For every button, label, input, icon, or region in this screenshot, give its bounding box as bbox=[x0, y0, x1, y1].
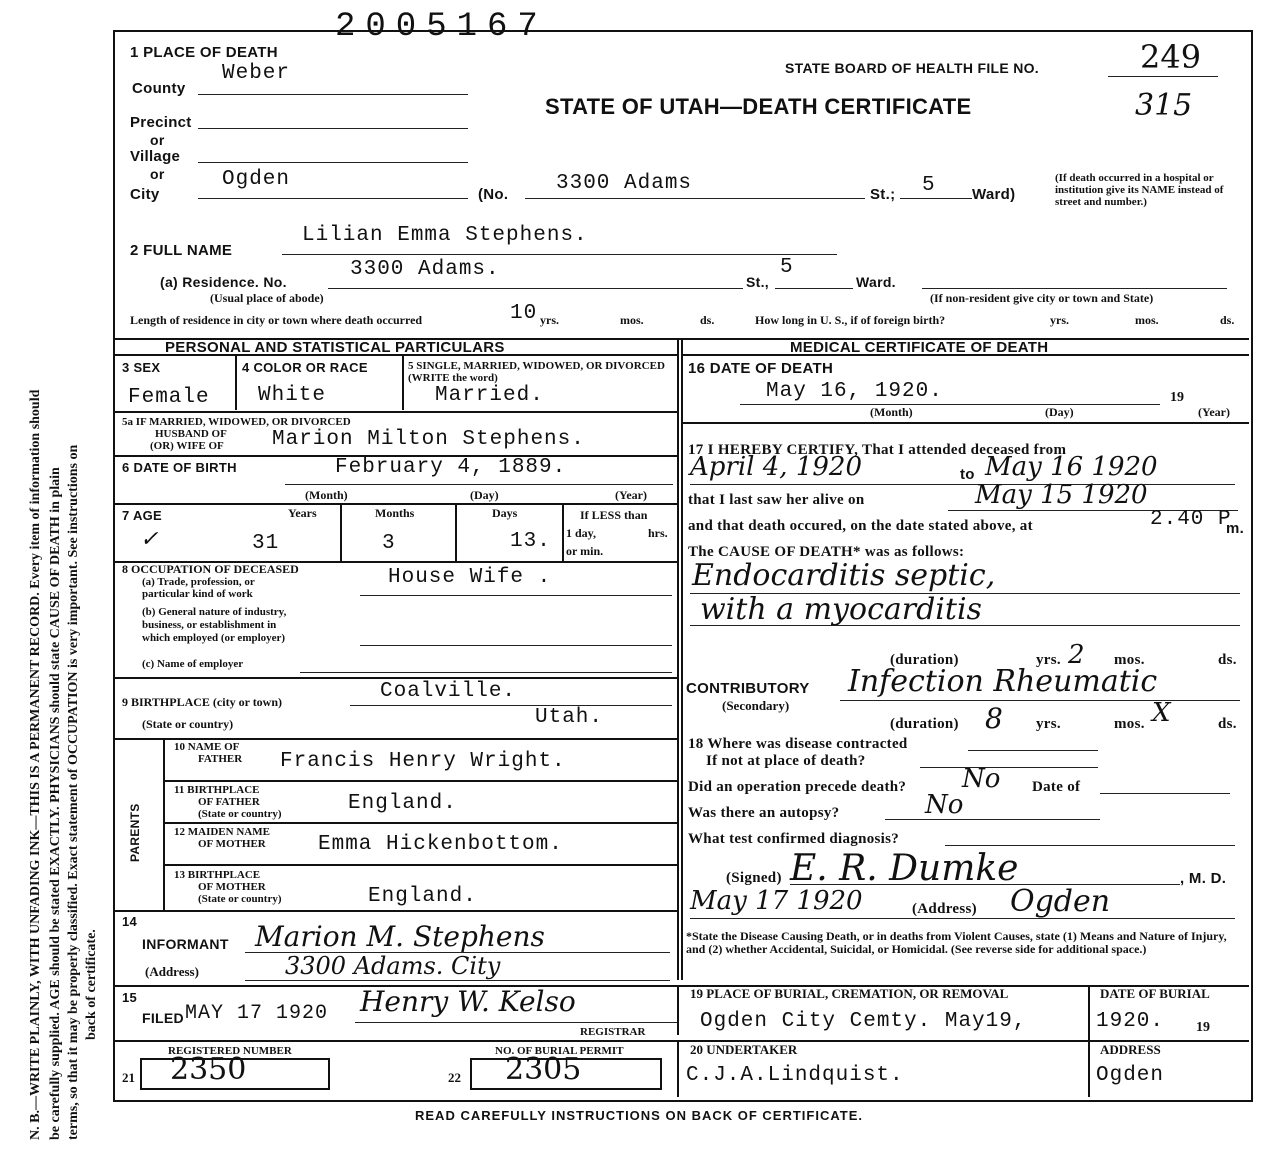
or-label-2: or bbox=[150, 166, 165, 182]
hours-label: hrs. bbox=[648, 526, 668, 540]
duration-months-unit: mos. bbox=[1114, 652, 1145, 668]
village-label: Village bbox=[130, 148, 181, 165]
mother-label-2: OF MOTHER bbox=[198, 838, 266, 850]
length-days-unit: ds. bbox=[700, 313, 715, 327]
medical-heading: MEDICAL CERTIFICATE OF DEATH bbox=[790, 339, 1049, 356]
occupation-b-label-3: which employed (or employer) bbox=[142, 632, 286, 644]
precinct-label: Precinct bbox=[130, 114, 192, 131]
mother-label-1: 12 MAIDEN NAME bbox=[174, 826, 270, 838]
informant-signature: Marion M. Stephens bbox=[255, 920, 545, 953]
county-value: Weber bbox=[222, 62, 291, 85]
months-label: Months bbox=[375, 506, 415, 520]
cause-line-1: Endocarditis septic, bbox=[692, 558, 996, 593]
residence-label: (a) Residence. No. bbox=[160, 274, 287, 290]
dod-day-caption: (Day) bbox=[1045, 405, 1074, 419]
duration-value: 2 bbox=[1068, 640, 1085, 670]
margin-instructions-line1: N. B.—WRITE PLAINLY, WITH UNFADING INK—THIS IS A PERMANENT RECORD. Every item of information should bbox=[28, 389, 43, 1140]
operation-value: No bbox=[962, 764, 1001, 794]
duration2-days-unit: ds. bbox=[1218, 716, 1237, 732]
time-of-death: 2.40 P bbox=[1150, 508, 1232, 531]
margin-instructions-line2: be carefully supplied. AGE should be stated EXACTLY. PHYSICIANS should state CAUSE OF DEATH in plain bbox=[48, 467, 63, 1140]
registered-number-prefix: 21 bbox=[122, 1070, 135, 1085]
dob-month-caption: (Month) bbox=[305, 488, 348, 502]
residence-ward-label: Ward. bbox=[856, 274, 896, 290]
mother-birthplace-label-3: (State or country) bbox=[198, 893, 282, 905]
less-than-label: If LESS than bbox=[580, 508, 648, 522]
mother-birthplace-label-1: 13 BIRTHPLACE bbox=[174, 869, 261, 881]
or-label: or bbox=[150, 132, 165, 148]
street-label: St.; bbox=[870, 186, 896, 203]
ward-label: Ward) bbox=[972, 186, 1016, 203]
years-label: Years bbox=[288, 506, 317, 520]
date-of-death-19: 19 bbox=[1170, 390, 1184, 405]
contributory-cause: Infection Rheumatic bbox=[848, 664, 1158, 699]
not-place-label: If not at place of death? bbox=[706, 753, 866, 769]
hospital-note: (If death occurred in a hospital or institution give its NAME instead of street and number.) bbox=[1055, 172, 1224, 208]
full-name-value: Lilian Emma Stephens. bbox=[302, 224, 588, 247]
parents-label: PARENTS bbox=[128, 803, 142, 862]
md-label: , M. D. bbox=[1180, 870, 1227, 887]
father-birthplace-label-3: (State or country) bbox=[198, 808, 282, 820]
occupation-a-label-2: particular kind of work bbox=[142, 588, 253, 600]
personal-heading: PERSONAL AND STATISTICAL PARTICULARS bbox=[165, 339, 505, 356]
birthplace-city: Coalville. bbox=[380, 680, 517, 703]
cause-line-2: with a myocarditis bbox=[700, 592, 982, 627]
date-of-label: Date of bbox=[1032, 779, 1081, 795]
length-years-unit: yrs. bbox=[540, 313, 559, 327]
signed-label: (Signed) bbox=[726, 870, 782, 886]
certify-statement: 17 I HEREBY CERTIFY, That I attended deceased from bbox=[688, 442, 1067, 458]
registrar-signature: Henry W. Kelso bbox=[360, 985, 576, 1018]
dob-year-caption: (Year) bbox=[615, 488, 647, 502]
sex-value: Female bbox=[128, 386, 210, 409]
autopsy-value: No bbox=[925, 790, 964, 820]
residence-street-label: St., bbox=[746, 274, 769, 290]
secondary-label: (Secondary) bbox=[722, 698, 790, 713]
us-months-unit: mos. bbox=[1135, 313, 1159, 327]
marital-value: Married. bbox=[435, 384, 544, 407]
ward-value: 5 bbox=[922, 174, 936, 197]
burial-place-label: 19 PLACE OF BURIAL, CREMATION, OR REMOVAL bbox=[690, 986, 1009, 1001]
minutes-label: or min. bbox=[566, 544, 604, 558]
street-value: 3300 Adams bbox=[556, 172, 693, 195]
registered-number: 2350 bbox=[170, 1052, 247, 1087]
father-label-2: FATHER bbox=[198, 753, 243, 765]
place-of-death-label: 1 PLACE OF DEATH bbox=[130, 44, 278, 61]
dod-year-caption: (Year) bbox=[1198, 405, 1230, 419]
burial-date-19: 19 bbox=[1196, 1020, 1210, 1035]
mother-name: Emma Hickenbottom. bbox=[318, 833, 563, 856]
undertaker-value: C.J.A.Lindquist. bbox=[686, 1064, 904, 1087]
operation-label: Did an operation precede death? bbox=[688, 779, 907, 795]
spouse-label-3: (OR) WIFE OF bbox=[150, 440, 224, 452]
one-day-label: 1 day, bbox=[566, 526, 597, 540]
burial-date: 1920. bbox=[1096, 1010, 1165, 1033]
dod-month-caption: (Month) bbox=[870, 405, 913, 419]
duration2-mark: X bbox=[1152, 698, 1171, 728]
residence-value: 3300 Adams. bbox=[350, 258, 500, 281]
sex-label: 3 SEX bbox=[122, 360, 161, 375]
date-of-death-value: May 16, 1920. bbox=[766, 380, 943, 403]
age-check-mark: ✓ bbox=[140, 527, 159, 552]
length-months-unit: mos. bbox=[620, 313, 644, 327]
dob-day-caption: (Day) bbox=[470, 488, 499, 502]
mother-birthplace-label-2: OF MOTHER bbox=[198, 881, 266, 893]
disease-contracted-label: 18 Where was disease contracted bbox=[688, 736, 908, 752]
cause-of-death-label: The CAUSE OF DEATH* was as follows: bbox=[688, 544, 965, 560]
spouse-label-1: 5a IF MARRIED, WIDOWED, OR DIVORCED bbox=[122, 416, 351, 428]
length-of-residence-label: Length of residence in city or town where death occurred bbox=[130, 313, 423, 327]
length-years-value: 10 bbox=[510, 302, 538, 325]
contributory-label: CONTRIBUTORY bbox=[686, 680, 810, 697]
to-label: to bbox=[960, 466, 975, 483]
dob-value: February 4, 1889. bbox=[335, 456, 567, 479]
death-occurred-label: and that death occured, on the date stated above, at bbox=[688, 518, 1033, 534]
instructions-footer: READ CAREFULLY INSTRUCTIONS ON BACK OF CERTIFICATE. bbox=[415, 1108, 863, 1123]
occupation-label: 8 OCCUPATION OF DECEASED bbox=[122, 562, 299, 576]
age-label: 7 AGE bbox=[122, 508, 163, 523]
occupation-b-label: (b) General nature of industry, bbox=[142, 606, 287, 618]
color-label: 4 COLOR OR RACE bbox=[242, 360, 368, 375]
father-birthplace-label-1: 11 BIRTHPLACE bbox=[174, 784, 260, 796]
full-name-label: 2 FULL NAME bbox=[130, 242, 233, 259]
burial-place: Ogden City Cemty. May19, bbox=[700, 1010, 1027, 1033]
informant-address: 3300 Adams. City bbox=[285, 952, 501, 980]
undertaker-label: 20 UNDERTAKER bbox=[690, 1042, 798, 1057]
age-months-value: 3 bbox=[382, 532, 396, 555]
occupation-a-label: (a) Trade, profession, or bbox=[142, 576, 255, 588]
cause-footnote: *State the Disease Causing Death, or in deaths from Violent Causes, state (1) Means and Nature of Injury, and (2) whether Accidental, Suicidal, or Homicidal. (See reverse side for additional space.) bbox=[686, 929, 1227, 956]
spouse-value: Marion Milton Stephens. bbox=[272, 428, 585, 451]
duration-label: (duration) bbox=[890, 652, 959, 668]
occupation-value: House Wife . bbox=[388, 566, 552, 589]
test-label: What test confirmed diagnosis? bbox=[688, 831, 900, 847]
date-of-death-label: 16 DATE OF DEATH bbox=[688, 360, 834, 377]
certificate-title: STATE OF UTAH—DEATH CERTIFICATE bbox=[545, 94, 972, 119]
usual-abode-label: (Usual place of abode) bbox=[210, 291, 324, 305]
informant-label: INFORMANT bbox=[142, 936, 229, 952]
duration-days-unit: ds. bbox=[1218, 652, 1237, 668]
father-name: Francis Henry Wright. bbox=[280, 750, 566, 773]
marital-label: 5 SINGLE, MARRIED, WIDOWED, OR DIVORCED (WRITE the word) bbox=[408, 360, 665, 384]
duration2-months-unit: mos. bbox=[1114, 716, 1145, 732]
color-value: White bbox=[258, 384, 327, 407]
city-label: City bbox=[130, 186, 160, 203]
county-label: County bbox=[132, 80, 186, 97]
occupation-b-label-2: business, or establishment in bbox=[142, 619, 277, 631]
birthplace-label: 9 BIRTHPLACE (city or town) bbox=[122, 695, 283, 709]
mother-birthplace: England. bbox=[368, 885, 477, 908]
duration-years-unit: yrs. bbox=[1036, 652, 1061, 668]
physician-address-label: (Address) bbox=[912, 901, 977, 917]
burial-permit-number: 2305 bbox=[505, 1052, 582, 1087]
file-number-label: STATE BOARD OF HEALTH FILE NO. bbox=[785, 60, 1039, 76]
father-label-1: 10 NAME OF bbox=[174, 741, 240, 753]
us-days-unit: ds. bbox=[1220, 313, 1235, 327]
father-birthplace-label-2: OF FATHER bbox=[198, 796, 260, 808]
time-m-label: m. bbox=[1226, 520, 1245, 537]
duration2-years-unit: yrs. bbox=[1036, 716, 1061, 732]
stamp-number: 2005167 bbox=[335, 8, 548, 46]
last-saw-date: May 15 1920 bbox=[975, 480, 1148, 510]
autopsy-label: Was there an autopsy? bbox=[688, 805, 840, 821]
filed-date: MAY 17 1920 bbox=[185, 1002, 329, 1025]
undertaker-address-label: ADDRESS bbox=[1100, 1042, 1161, 1057]
birthplace-state: Utah. bbox=[535, 706, 604, 729]
residence-ward-value: 5 bbox=[780, 256, 794, 279]
days-label: Days bbox=[492, 506, 518, 520]
registrar-label: REGISTRAR bbox=[580, 1026, 646, 1038]
filed-number: 15 bbox=[122, 990, 138, 1005]
attended-from-date: April 4, 1920 bbox=[690, 452, 862, 482]
employer-label: (c) Name of employer bbox=[142, 658, 244, 670]
margin-instructions-line4: back of certificate. bbox=[84, 929, 99, 1040]
file-number: 249 bbox=[1140, 38, 1202, 76]
city-value: Ogden bbox=[222, 168, 291, 191]
attended-to-date: May 16 1920 bbox=[985, 452, 1158, 482]
last-saw-label: that I last saw her alive on bbox=[688, 492, 865, 508]
undertaker-address: Ogden bbox=[1096, 1064, 1165, 1087]
duration2-label: (duration) bbox=[890, 716, 959, 732]
registered-number-label: REGISTERED NUMBER bbox=[168, 1045, 292, 1057]
non-resident-label: (If non-resident give city or town and State) bbox=[930, 291, 1154, 305]
time-in-us-label: How long in U. S., if of foreign birth? bbox=[755, 313, 946, 327]
margin-instructions-line3: terms, so that it may be properly classified. Exact statement of OCCUPATION is very important. See instructions on bbox=[66, 444, 81, 1140]
birthplace-state-label: (State or country) bbox=[142, 717, 234, 731]
informant-number: 14 bbox=[122, 914, 138, 929]
signed-date: May 17 1920 bbox=[690, 886, 863, 916]
dob-label: 6 DATE OF BIRTH bbox=[122, 460, 237, 475]
age-days-value: 13. bbox=[510, 530, 551, 553]
filed-label: FILED bbox=[142, 1010, 184, 1026]
informant-address-label: (Address) bbox=[145, 964, 199, 979]
physician-signature: E. R. Dumke bbox=[790, 848, 1019, 889]
street-number-label: (No. bbox=[478, 186, 509, 203]
spouse-label-2: HUSBAND OF bbox=[155, 428, 227, 440]
burial-date-label: DATE OF BURIAL bbox=[1100, 986, 1210, 1001]
burial-permit-prefix: 22 bbox=[448, 1070, 461, 1085]
father-birthplace: England. bbox=[348, 792, 457, 815]
physician-address: Ogden bbox=[1010, 884, 1111, 919]
burial-permit-label: NO. OF BURIAL PERMIT bbox=[495, 1045, 624, 1057]
title-note: 315 bbox=[1135, 88, 1193, 123]
us-years-unit: yrs. bbox=[1050, 313, 1069, 327]
age-years-value: 31 bbox=[252, 532, 280, 555]
duration2-value: 8 bbox=[985, 702, 1003, 735]
